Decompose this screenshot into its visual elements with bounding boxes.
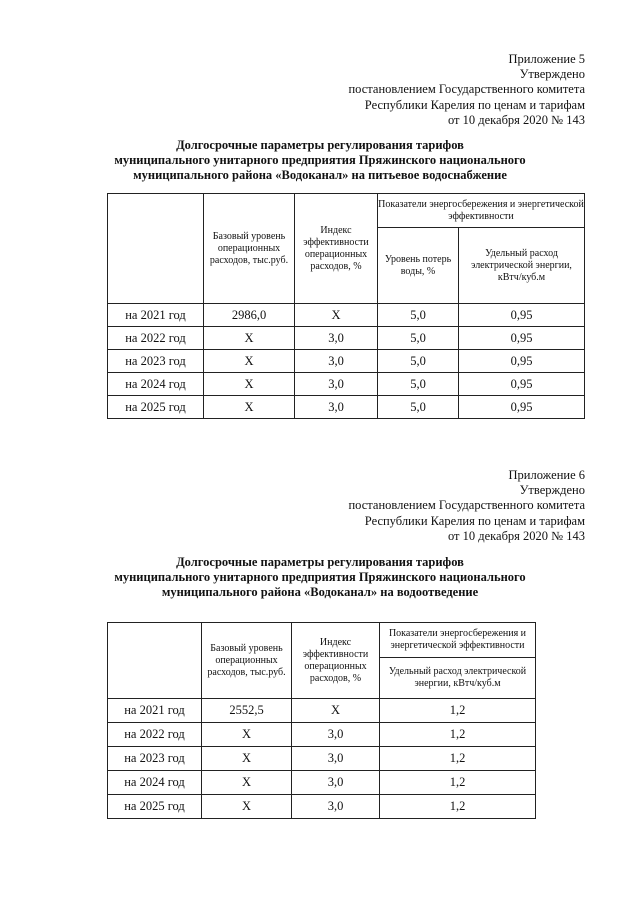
appendix5-header-line: Республики Карелия по ценам и тарифам [364, 97, 585, 112]
appendix6-title-line: муниципального района «Водоканал» на водоотведение [161, 585, 479, 599]
water-loss-cell: 5,0 [378, 396, 459, 419]
table-row [108, 373, 585, 396]
table-row [108, 747, 536, 771]
energy-saving-group-header: Показатели энергосбережения и энергетической эффективности [378, 194, 585, 228]
water-loss-cell: 5,0 [378, 327, 459, 350]
efficiency-index-cell: 3,0 [295, 327, 378, 350]
appendix6-header-line: от 10 декабря 2020 № 143 [447, 528, 585, 543]
table-row [108, 350, 585, 373]
efficiency-index-header: Индекс эффективности операционных расходов, % [295, 194, 378, 304]
appendix6-table [107, 622, 536, 819]
appendix5-header-line: Утверждено [519, 67, 585, 82]
appendix5-title-line: муниципального унитарного предприятия Пряжинского национального [114, 153, 526, 167]
energy-consumption-cell: 0,95 [459, 304, 585, 327]
appendix5-table [107, 193, 585, 419]
base-cost-cell: X [204, 396, 295, 419]
energy-consumption-header: Удельный расход электрической энергии, кВтч/куб.м [380, 658, 536, 699]
energy-consumption-cell: 1,2 [380, 699, 536, 723]
appendix6-header-line: постановлением Государственного комитета [348, 498, 585, 513]
base-cost-cell: 2986,0 [204, 304, 295, 327]
efficiency-index-cell: 3,0 [292, 747, 380, 771]
efficiency-index-cell: 3,0 [292, 771, 380, 795]
appendix6-header-line: Республики Карелия по ценам и тарифам [364, 513, 585, 528]
appendix5-header-line: постановлением Государственного комитета [348, 82, 585, 97]
appendix5-title [0, 138, 640, 183]
appendix6-header [348, 468, 585, 544]
energy-consumption-cell: 0,95 [459, 327, 585, 350]
water-loss-cell: 5,0 [378, 350, 459, 373]
energy-consumption-cell: 0,95 [459, 350, 585, 373]
year-cell: на 2023 год [108, 350, 204, 373]
year-header-cell [108, 623, 202, 699]
base-cost-cell: X [202, 771, 292, 795]
table-row [108, 327, 585, 350]
appendix6-title-line: муниципального унитарного предприятия Пряжинского национального [114, 570, 526, 584]
year-cell: на 2023 год [108, 747, 202, 771]
efficiency-index-cell: 3,0 [292, 795, 380, 819]
base-cost-cell: X [202, 795, 292, 819]
appendix5-header-line: от 10 декабря 2020 № 143 [447, 112, 585, 127]
year-cell: на 2025 год [108, 396, 204, 419]
water-loss-cell: 5,0 [378, 373, 459, 396]
appendix6-header-line: Утверждено [519, 483, 585, 498]
appendix6-header-line: Приложение 6 [508, 468, 585, 482]
table-row [108, 699, 536, 723]
energy-consumption-cell: 1,2 [380, 771, 536, 795]
efficiency-index-cell: 3,0 [295, 373, 378, 396]
water-loss-header: Уровень потерь воды, % [378, 228, 459, 304]
appendix5-title-line: Долгосрочные параметры регулирования тарифов [176, 138, 464, 152]
efficiency-index-cell: 3,0 [292, 723, 380, 747]
table-row [108, 304, 585, 327]
appendix5-header [348, 52, 585, 128]
energy-consumption-cell: 0,95 [459, 396, 585, 419]
water-loss-cell: 5,0 [378, 304, 459, 327]
base-cost-cell: X [202, 747, 292, 771]
year-cell: на 2021 год [108, 699, 202, 723]
year-cell: на 2022 год [108, 327, 204, 350]
year-cell: на 2022 год [108, 723, 202, 747]
efficiency-index-cell: X [292, 699, 380, 723]
base-cost-cell: X [202, 723, 292, 747]
efficiency-index-cell: X [295, 304, 378, 327]
table-row [108, 396, 585, 419]
base-cost-cell: X [204, 350, 295, 373]
appendix6-title [0, 555, 640, 600]
year-header-cell [108, 194, 204, 304]
year-cell: на 2025 год [108, 795, 202, 819]
energy-consumption-cell: 0,95 [459, 373, 585, 396]
year-cell: на 2021 год [108, 304, 204, 327]
energy-consumption-cell: 1,2 [380, 795, 536, 819]
efficiency-index-cell: 3,0 [295, 350, 378, 373]
base-cost-cell: X [204, 327, 295, 350]
year-cell: на 2024 год [108, 373, 204, 396]
year-cell: на 2024 год [108, 771, 202, 795]
appendix6-title-line: Долгосрочные параметры регулирования тарифов [176, 555, 464, 569]
table-row [108, 771, 536, 795]
energy-consumption-cell: 1,2 [380, 747, 536, 771]
efficiency-index-cell: 3,0 [295, 396, 378, 419]
efficiency-index-header: Индекс эффективности операционных расходов, % [292, 623, 380, 699]
base-cost-cell: 2552,5 [202, 699, 292, 723]
appendix5-header-line: Приложение 5 [508, 52, 585, 66]
base-cost-header: Базовый уровень операционных расходов, тыс.руб. [202, 623, 292, 699]
table-row [108, 795, 536, 819]
base-cost-cell: X [204, 373, 295, 396]
table-row [108, 723, 536, 747]
appendix5-title-line: муниципального района «Водоканал» на питьевое водоснабжение [133, 168, 507, 182]
energy-saving-group-header: Показатели энергосбережения и энергетической эффективности [380, 623, 536, 658]
base-cost-header: Базовый уровень операционных расходов, тыс.руб. [204, 194, 295, 304]
energy-consumption-cell: 1,2 [380, 723, 536, 747]
energy-consumption-header: Удельный расход электрической энергии, кВтч/куб.м [459, 228, 585, 304]
